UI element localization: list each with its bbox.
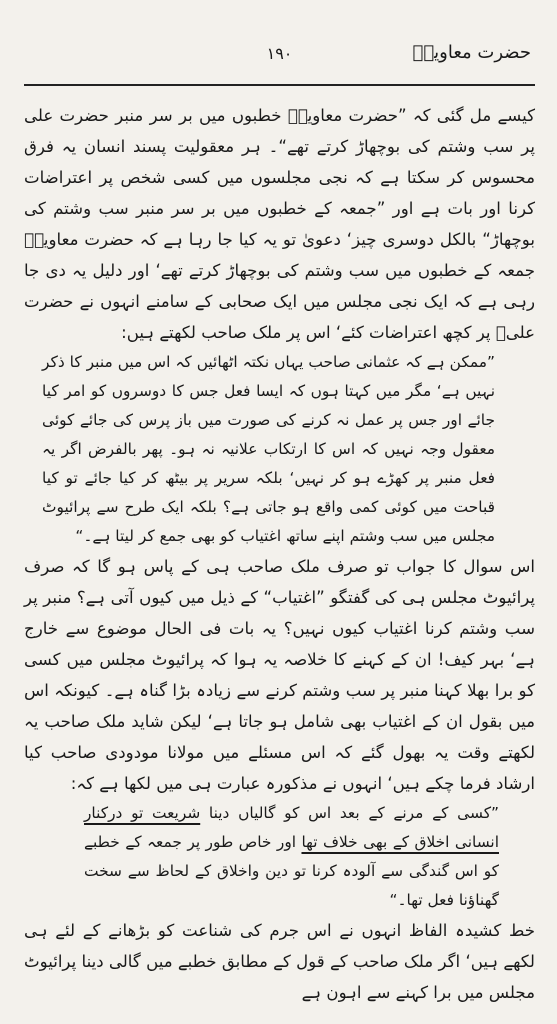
- page-header: [24, 0, 535, 88]
- paragraph-2: اس سوال کا جواب تو صرف ملک صاحب ہی کے پاس ہو گا کہ صرف پرائیوٹ مجلس ہی کی گفتگو ”اغتیاب“ کے ذیل میں کیوں آتی ہے؟ منبر پر سب وشتم کرنا اغتیاب کیوں نہیں؟ یہ بات فی الحال موضوع سے خارج ہے‘ بہر کیف! ان کے کہنے کا خلاصہ یہ ہوا کہ پرائیوٹ مجلس میں کسی کو برا بھلا کہنا منبر پر سب وشتم کرنے سے زیادہ بڑا گناہ ہے۔ کیونکہ اس میں بقول ان کے اغتیاب بھی شامل ہو جاتا ہے‘ لیکن شاید ملک صاحب یہ لکھتے وقت یہ بھول گئے کہ اس مسئلے میں مولانا مودودی صاحب کیا ارشاد فرما چکے ہیں‘ انہوں نے مذکورہ عبارت ہی میں لکھا ہے کہ:: [24, 557, 535, 793]
- block-quote-1: ”ممکن ہے کہ عثمانی صاحب یہاں نکتہ اٹھائیں کہ اس میں منبر کا ذکر نہیں ہے‘ مگر میں کہتا ہوں کہ ایسا فعل جس کا دوسروں کو امر کیا جائے اور جس پر عمل نہ کرنے کی صورت میں باز پرس کی جائے کوئی معقول وجہ نہیں کہ اس کا ارتکاب علانیہ نہ ہو۔ پھر بالفرض اگر یہ فعل منبر پر کھڑے ہو کر نہیں‘ بلکہ سریر پر بیٹھ کر کیا جائے تو کیا قباحت میں کوئی کمی واقع ہو جاتی ہے؟ بلکہ ایک طرح سے پرائیوٹ مجلس میں سب وشتم اپنے ساتھ اغتیاب کو بھی جمع کر لیتا ہے۔“: [42, 353, 495, 545]
- quote-2-part-c: اور خاص طور پر جمعہ کے خطبے کو اس گندگی سے آلودہ کرنا تو دین واخلاق کے لحاظ سے سخت گھناؤنا فعل تھا۔“: [84, 833, 499, 909]
- header-rule: [24, 84, 535, 86]
- paragraph-1: کیسے مل گئی کہ ”حضرت معاویہؓ خطبوں میں بر سر منبر حضرت علی پر سب وشتم کی بوچھاڑ کرتے تھے“۔ ہر معقولیت پسند انسان یہ فرق محسوس کر سکتا ہے کہ نجی مجلسوں میں کسی شخص پر اعتراضات کرنا اور بات ہے اور ”جمعہ کے خطبوں میں بر سر منبر سب وشتم کی بوچھاڑ“ بالکل دوسری چیز‘ دعویٰ تو یہ کیا جا رہا ہے کہ حضرت معاویہؓ جمعہ کے خطبوں میں سب وشتم کی بوچھاڑ کرتے تھے‘ اور دلیل یہ دی جا رہی ہے کہ ایک نجی مجلس میں ایک صحابی کے سامنے انہوں نے حضرت علیؓ پر کچھ اعتراضات کئے‘ اس پر ملک صاحب لکھتے ہیں:: [24, 106, 535, 342]
- running-title: حضرت معاویہؓ: [412, 42, 531, 63]
- block-quote-2: [24, 799, 535, 915]
- page-number: ۱۹۰: [266, 44, 293, 63]
- quote-2-part-a: ”کسی کے مرنے کے بعد اس کو گالیاں دینا: [200, 804, 499, 822]
- page-body: [24, 100, 535, 1008]
- quote-2-underlined-words: شریعت تو درکنار انسانی اخلاق کے بھی خلاف تھا: [84, 804, 499, 851]
- paragraph-3: خط کشیدہ الفاظ انہوں نے اس جرم کی شناعت کو بڑھانے کے لئے ہی لکھے ہیں‘ اگر ملک صاحب کے قول کے مطابق خطبے میں گالی دینا پرائیوٹ مجلس میں برا کہنے سے اہون ہے: [24, 921, 535, 1002]
